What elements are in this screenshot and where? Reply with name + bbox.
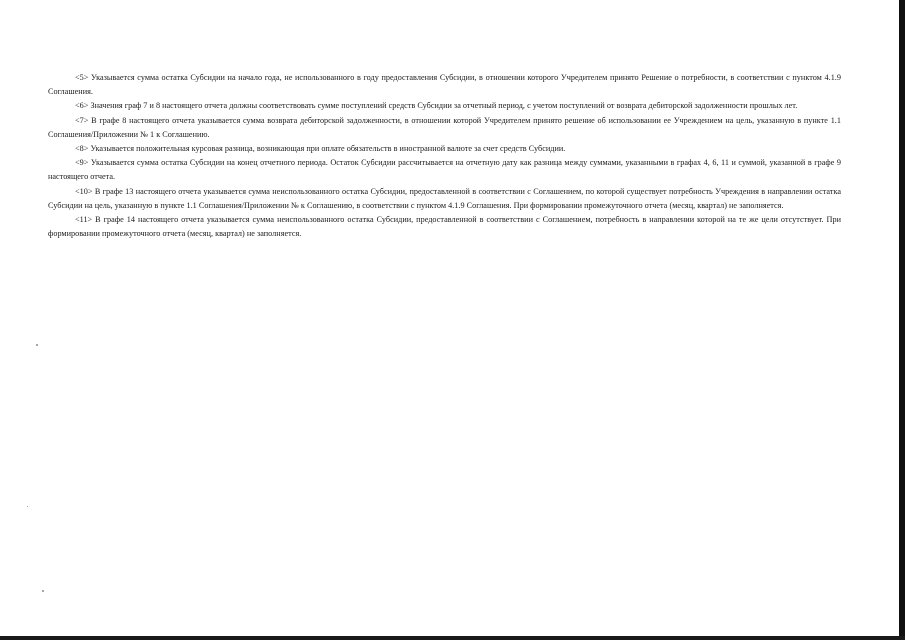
footnote-10: <10> В графе 13 настоящего отчета указывается сумма неиспользованного остатка Субсидии, предоставленной в соответствии с Соглашением, по которой существует потребность Учреждения в направлении остатка Субсидии на цель, указанную в пункте 1.1 Соглашения/Приложении № к Соглашению, в соответствии с пунктом 4.1.9 Соглашения. При формировании промежуточного отчета (месяц, квартал) не заполняется.	[48, 186, 841, 210]
footnote-6: <6> Значения граф 7 и 8 настоящего отчета должны соответствовать сумме поступлений средств Субсидии за отчетный период, с учетом поступлений от возврата дебиторской задолженности прошлых лет.	[75, 101, 798, 111]
footnote-11: <11> В графе 14 настоящего отчета указывается сумма неиспользованного остатка Субсидии, предоставленной в соответствии с Соглашением, потребность в направлении которой на те же цели отсутствует. При формировании промежуточного отчета (месяц, квартал) не заполняется.	[48, 215, 841, 239]
footnotes-block	[48, 71, 841, 241]
scan-speck	[27, 506, 28, 507]
footnote-7: <7> В графе 8 настоящего отчета указывается сумма возврата дебиторской задолженности, в отношении которой Учредителем принято решение об использовании ее Учреждением на цель, указанную в пункте 1.1 Соглашения/Приложении № 1 к Соглашению.	[48, 115, 841, 139]
scan-speck	[42, 590, 44, 592]
scan-edge-bottom	[0, 636, 905, 640]
scan-speck	[36, 344, 38, 346]
footnote-8: <8> Указывается положительная курсовая разница, возникающая при оплате обязательств в иностранной валюте за счет средств Субсидии.	[75, 144, 566, 154]
footnote-5: <5> Указывается сумма остатка Субсидии на начало года, не использованного в году предоставления Субсидии, в отношении которого Учредителем принято Решение о потребности, в соответствии с пунктом 4.1.9 Соглашения.	[48, 73, 841, 97]
footnote-9: <9> Указывается сумма остатка Субсидии на конец отчетного периода. Остаток Субсидии рассчитывается на отчетную дату как разница между суммами, указанными в графах 4, 6, 11 и суммой, указанной в графе 9 настоящего отчета.	[48, 158, 841, 182]
scan-edge-right	[899, 0, 905, 640]
